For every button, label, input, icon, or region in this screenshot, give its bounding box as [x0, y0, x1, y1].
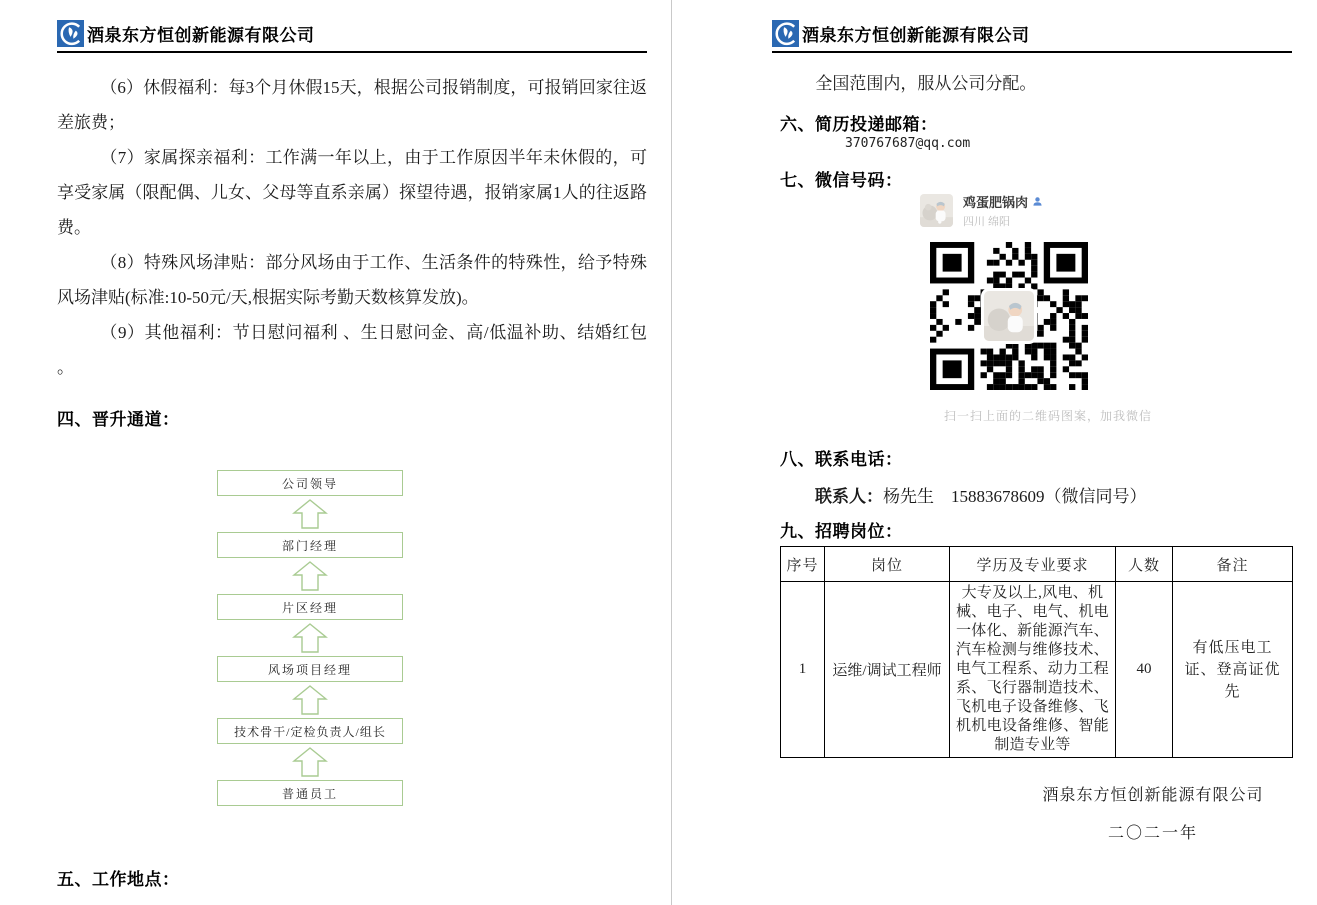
wechat-qr-code	[930, 242, 1088, 390]
page-header-title: 酒泉东方恒创新能源有限公司	[87, 26, 315, 45]
page-header	[772, 20, 1292, 53]
col-header-note: 备注	[1173, 547, 1293, 582]
signature-year: 二〇二一年	[1107, 825, 1198, 842]
wechat-profile	[908, 192, 1188, 229]
col-header-count: 人数	[1116, 547, 1173, 582]
page-divider	[671, 0, 672, 905]
flow-box-company-leader: 公司领导	[217, 470, 403, 496]
col-header-requirements: 学历及专业要求	[950, 547, 1116, 582]
qr-center-avatar	[984, 291, 1034, 341]
col-header-no: 序号	[781, 547, 825, 582]
up-arrow-icon	[292, 499, 328, 529]
up-arrow-icon	[292, 561, 328, 591]
document-page-left	[57, 20, 647, 900]
col-header-position: 岗位	[825, 547, 950, 582]
signature-company: 酒泉东方恒创新能源有限公司	[1042, 787, 1264, 804]
baby-avatar-image	[984, 291, 1034, 341]
job-positions-table	[780, 546, 1293, 758]
section-title-worksite: 五、工作地点：	[57, 870, 180, 889]
cell-note: 有低压电工证、登高证优先	[1173, 582, 1293, 758]
cell-no: 1	[781, 582, 825, 758]
cell-requirements: 大专及以上,风电、机械、电子、电气、机电一体化、新能源汽车、汽车检测与维修技术、电气工程系、动力工程系、飞行器制造技术、飞机电子设备维修、飞机机电设备维修、智能制造专业等	[950, 582, 1116, 758]
section-title-promotion: 四、晋升通道：	[57, 410, 180, 429]
qr-scan-caption: 扫一扫上面的二维码图案，加我微信	[943, 409, 1152, 423]
contact-label: 联系人：	[815, 487, 883, 506]
cell-position: 运维/调试工程师	[825, 582, 950, 758]
wechat-name-location	[963, 192, 1043, 229]
section-title-email: 六、简历投递邮箱：	[780, 115, 938, 134]
benefit-paragraph: （8）特殊风场津贴：部分风场由于工作、生活条件的特殊性，给予特殊风场津贴(标准:10-50元/天,根据实际考勤天数核算发放)。	[57, 253, 647, 307]
cell-count: 40	[1116, 582, 1173, 758]
up-arrow-icon	[292, 685, 328, 715]
flow-box-area-manager: 片区经理	[217, 594, 403, 620]
promotion-flowchart	[215, 470, 405, 806]
up-arrow-icon	[292, 747, 328, 777]
flow-box-tech-backbone: 技术骨干/定检负责人/组长	[217, 718, 403, 744]
resume-email: 370767687@qq.com	[845, 136, 971, 151]
section-title-jobs: 九、招聘岗位：	[780, 522, 903, 541]
baby-avatar-image	[920, 194, 953, 227]
contact-line	[815, 482, 1147, 507]
section-title-wechat: 七、微信号码：	[780, 171, 903, 190]
flow-box-dept-manager: 部门经理	[217, 532, 403, 558]
benefit-paragraph: （9）其他福利：节日慰问福利 、生日慰问金、高/低温补助、结婚红包 。	[57, 323, 647, 377]
up-arrow-icon	[292, 623, 328, 653]
flow-box-windfarm-pm: 风场项目经理	[217, 656, 403, 682]
table-row	[781, 582, 1293, 758]
user-icon	[1032, 196, 1043, 207]
avatar	[920, 194, 953, 227]
page-header-title: 酒泉东方恒创新能源有限公司	[802, 26, 1030, 45]
page-header	[57, 20, 647, 53]
section-title-phone: 八、联系电话：	[780, 450, 903, 469]
wechat-contact-card	[908, 192, 1188, 424]
benefit-paragraph: （6）休假福利：每3个月休假15天，根据公司报销制度，可报销回家往返差旅费；	[57, 78, 647, 132]
document-page-right	[772, 20, 1292, 900]
table-header-row	[781, 547, 1293, 582]
flow-box-ordinary-staff: 普通员工	[217, 780, 403, 806]
wechat-location: 四川 绵阳	[963, 216, 1011, 228]
benefit-paragraph: （7）家属探亲福利：工作满一年以上，由于工作原因半年未休假的，可享受家属（限配偶、儿女、父母等直系亲属）探望待遇，报销家属1人的往返路费。	[57, 148, 647, 237]
worksite-intro: 全国范围内，服从公司分配。	[815, 74, 1037, 93]
contact-value: 杨先生 15883678609（微信同号）	[883, 487, 1147, 506]
wechat-nickname: 鸡蛋肥锅肉	[963, 192, 1043, 211]
benefits-paragraphs	[57, 70, 647, 385]
company-logo-icon	[772, 20, 799, 47]
company-logo-icon	[57, 20, 84, 47]
